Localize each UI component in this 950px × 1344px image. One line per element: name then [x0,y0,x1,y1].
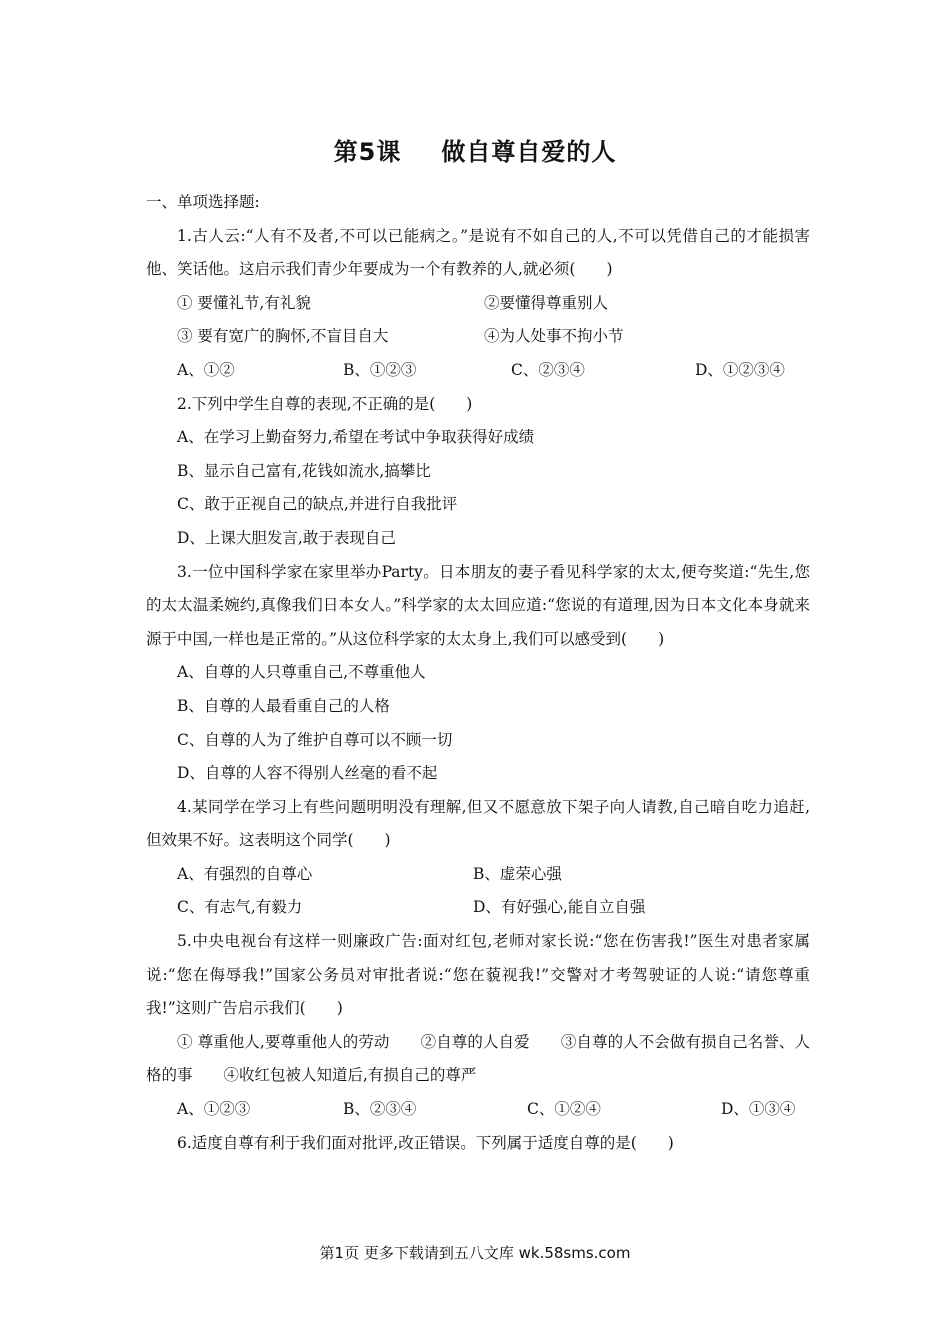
option-c: C、②③④ [511,360,585,379]
question-4-options-row-2 [146,891,810,925]
lesson-name: 做自尊自爱的人 [441,138,617,166]
question-1-statements-row-1 [146,287,810,321]
exercise-content [146,186,810,1160]
statement: ④为人处事不拘小节 [484,327,624,346]
option-a: A、①②③ [177,1100,251,1119]
option-b: B、②③④ [343,1100,417,1119]
question-2-stem: 2.下列中学生自尊的表现,不正确的是( ) [177,394,473,413]
question-1-stem: 1.古人云:“人有不及者,不可以已能病之。”是说有不如自己的人,不可以凭借自己的才能损害他、笑话他。这启示我们青少年要成为一个有教养的人,就必须( ) [146,226,810,279]
option-b: B、虚荣心强 [473,864,562,883]
option-b: B、显示自己富有,花钱如流水,搞攀比 [177,461,431,480]
statement: ③ 要有宽广的胸怀,不盲目自大 [177,327,389,346]
option-c: C、自尊的人为了维护自尊可以不顾一切 [177,730,453,749]
option-c: C、①②④ [527,1100,601,1119]
option-a: A、①② [177,360,235,379]
question-4-stem: 4.某同学在学习上有些问题明明没有理解,但又不愿意放下架子向人请教,自己暗自吃力追赶,但效果不好。这表明这个同学( ) [146,797,810,850]
option-d: D、自尊的人容不得别人丝毫的看不起 [177,764,438,783]
option-d: D、①②③④ [695,360,785,379]
statement: ②要懂得尊重别人 [484,293,609,312]
option-c: C、敢于正视自己的缺点,并进行自我批评 [177,495,458,514]
option-a: A、自尊的人只尊重自己,不尊重他人 [177,663,426,682]
option-d: D、有好强心,能自立自强 [473,898,646,917]
option-b: B、①②③ [343,360,417,379]
question-5-options [146,1093,810,1127]
question-6-stem: 6.适度自尊有利于我们面对批评,改正错误。下列属于适度自尊的是( ) [177,1133,674,1152]
question-1-options [146,354,810,388]
option-a: A、在学习上勤奋努力,希望在考试中争取获得好成绩 [177,428,535,447]
question-4-options-row-1 [146,858,810,892]
question-5-stem: 5.中央电视台有这样一则廉政广告:面对红包,老师对家长说:“您在伤害我!”医生对患者家属说:“您在侮辱我!”国家公务员对审批者说:“您在藐视我!”交警对才考驾驶证的人说:“请您尊重我!”这则广告启示我们( ) [146,932,810,1018]
question-5-statements: ① 尊重他人,要尊重他人的劳动 ②自尊的人自爱 ③自尊的人不会做有损自己名誉、人格的事 ④收红包被人知道后,有损自己的尊严 [146,1032,810,1085]
option-d: D、上课大胆发言,敢于表现自己 [177,528,396,547]
option-c: C、有志气,有毅力 [177,898,303,917]
option-b: B、自尊的人最看重自己的人格 [177,696,390,715]
statement: ① 要懂礼节,有礼貌 [177,293,311,312]
page-footer: 第1页 更多下载请到五八文库 wk.58sms.com [319,1244,631,1262]
question-1-statements-row-2 [146,320,810,354]
option-a: A、有强烈的自尊心 [177,864,313,883]
page-title [0,132,950,167]
lesson-number: 第5课 [333,138,402,166]
option-d: D、①③④ [721,1100,796,1119]
section-heading: 一、单项选择题: [146,193,260,211]
question-3-stem: 3.一位中国科学家在家里举办Party。日本朋友的妻子看见科学家的太太,便夸奖道:“先生,您的太太温柔婉约,真像我们日本女人。”科学家的太太回应道:“您说的有道理,因为日本文化本身就来源于中国,一样也是正常的。”从这位科学家的太太身上,我们可以感受到( ) [146,562,810,648]
